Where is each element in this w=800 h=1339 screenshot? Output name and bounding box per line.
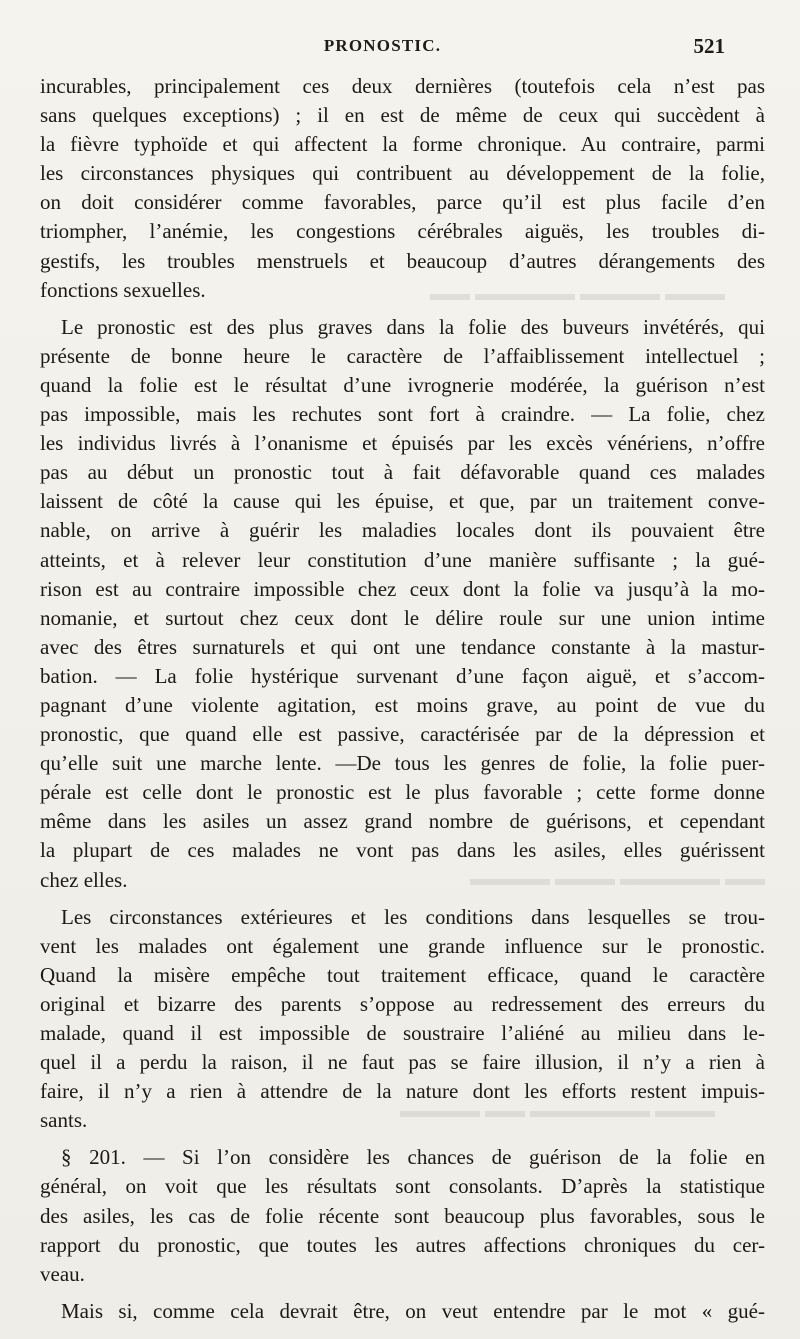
text-line: rison est au contraire impossible chez ceux dont la folie va jusqu’à la mo- [40, 576, 765, 601]
running-title: PRONOSTIC. [323, 36, 442, 55]
text-line: général, on voit que les résultats sont consolants. D’après la statistique [40, 1174, 765, 1199]
text-line: veau. [40, 1261, 85, 1286]
bleed-through-shadow: ▬▬▬ ▬▬▬▬ ▬▬▬▬▬ ▬▬ [430, 283, 725, 305]
text-line: Le pronostic est des plus graves dans la folie des buveurs invétérés, qui [61, 314, 765, 339]
text-line: des asiles, les cas de folie récente sont beaucoup plus favorables, sous le [40, 1203, 765, 1228]
text-line: sants. [40, 1108, 88, 1133]
bleed-through-shadow: ▬▬ ▬▬▬▬▬ ▬▬▬ ▬▬▬▬ [470, 868, 765, 890]
text-line: même dans les asiles un assez grand nombre de guérisons, et cependant [40, 809, 765, 834]
paragraph [40, 72, 765, 305]
text-line: la plupart de ces malades ne vont pas dans les asiles, elles guérissent [40, 838, 765, 863]
text-line: pérale est celle dont le pronostic est le plus favorable ; cette forme donne [40, 780, 765, 805]
text-line: chez elles. [40, 867, 128, 892]
text-line: quel il a perdu la raison, il ne faut pas se faire illusion, il n’y a rien à [40, 1050, 765, 1075]
text-line: qu’elle suit une marche lente. —De tous les genres de folie, la folie puer- [40, 751, 765, 776]
text-line: nomanie, et surtout chez ceux dont le délire roule sur une union intime [40, 605, 765, 630]
paragraph [40, 1143, 765, 1288]
text-line: la fièvre typhoïde et qui affectent la forme chronique. Au contraire, parmi [40, 132, 765, 157]
text-line: original et bizarre des parents s’oppose au redressement des erreurs du [40, 991, 765, 1016]
text-line: atteints, et à relever leur constitution d’une manière suffisante ; la gué- [40, 547, 765, 572]
text-line: rapport du pronostic, que toutes les autres affections chroniques du cer- [40, 1232, 765, 1257]
paragraph [40, 313, 765, 895]
text-line: pas impossible, mais les rechutes sont fort à craindre. — La folie, chez [40, 402, 765, 427]
text-line: quand la folie est le résultat d’une ivrognerie modérée, la guérison n’est [40, 372, 765, 397]
text-line: on doit considérer comme favorables, parce qu’il est plus facile d’en [40, 190, 765, 215]
text-line: sans quelques exceptions) ; il en est de même de ceux qui succèdent à [40, 103, 765, 128]
text-line: présente de bonne heure le caractère de l’affaiblissement intellectuel ; [40, 343, 765, 368]
paragraph [40, 903, 765, 1136]
text-line: faire, il n’y a rien à attendre de la nature dont les efforts restent impuis- [40, 1079, 765, 1104]
text-line: incurables, principalement ces deux dernières (toutefois cela n’est pas [40, 74, 765, 98]
text-line: vent les malades ont également une grande influence sur le pronostic. [40, 933, 765, 958]
page-header [40, 32, 725, 62]
text-line: gestifs, les troubles menstruels et beaucoup d’autres dérangements des [40, 248, 765, 273]
body-text [40, 72, 765, 1326]
text-line: nable, on arrive à guérir les maladies locales dont ils pouvaient être [40, 518, 765, 543]
text-line: fonctions sexuelles. [40, 277, 206, 302]
text-line: bation. — La folie hystérique survenant d’une façon aiguë, et s’accom- [40, 663, 765, 688]
text-line: pronostic, que quand elle est passive, caractérisée par de la dépression et [40, 722, 765, 747]
text-line: pas au début un pronostic tout à fait défavorable quand ces malades [40, 460, 765, 485]
text-line: les circonstances physiques qui contribuent au développement de la folie, [40, 161, 765, 186]
text-line: Quand la misère empêche tout traitement efficace, quand le caractère [40, 962, 765, 987]
text-line: Les circonstances extérieures et les conditions dans lesquelles se trou- [61, 904, 765, 929]
text-line: laissent de côté la cause qui les épuise, et que, par un traitement conve- [40, 489, 765, 514]
text-line: triompher, l’anémie, les congestions cérébrales aiguës, les troubles di- [40, 219, 765, 244]
paragraph [40, 1297, 765, 1326]
text-line: les individus livrés à l’onanisme et épuisés par les excès vénériens, n’offre [40, 431, 765, 456]
text-line: pagnant d’une violente agitation, est moins grave, au point de vue du [40, 692, 765, 717]
page-number: 521 [693, 34, 725, 58]
text-line: § 201. — Si l’on considère les chances de guérison de la folie en [61, 1145, 765, 1170]
text-line: avec des êtres surnaturels et qui ont une tendance constante à la mastur- [40, 634, 765, 659]
bleed-through-shadow: ▬▬▬ ▬▬▬▬▬▬ ▬▬ ▬▬▬▬ [400, 1100, 715, 1122]
text-line: malade, quand il est impossible de soustraire l’aliéné au milieu dans le- [40, 1021, 765, 1045]
text-line: Mais si, comme cela devrait être, on veut entendre par le mot « gué- [61, 1298, 765, 1323]
